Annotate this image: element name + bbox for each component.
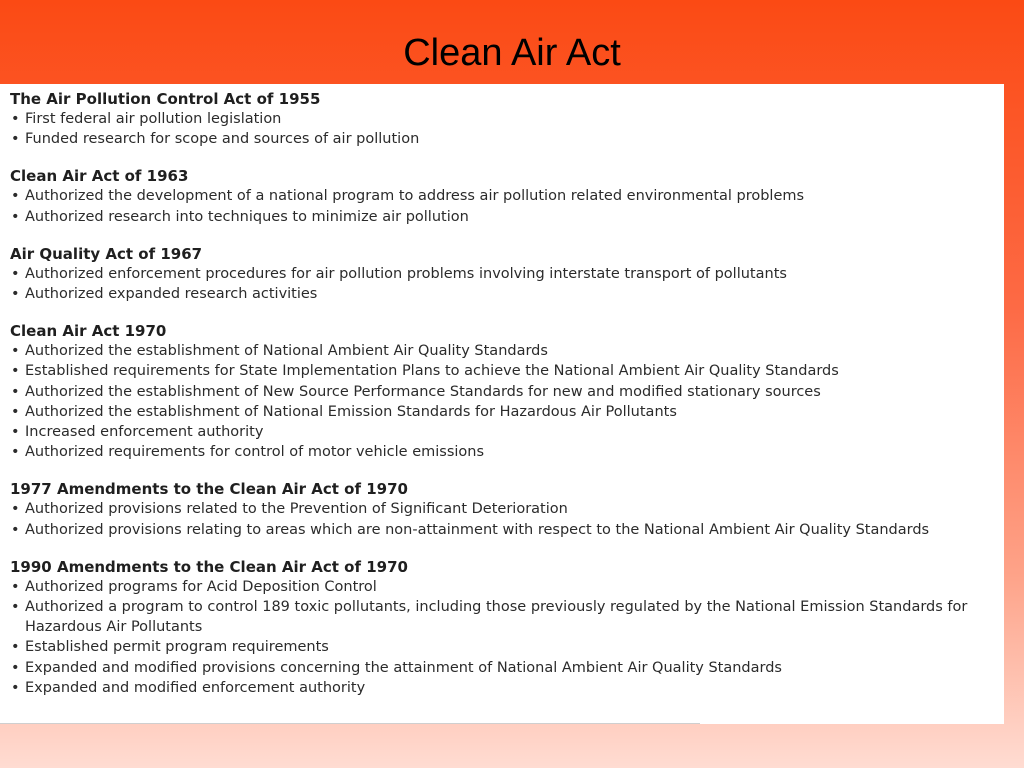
section-amendments-1977 [10,479,1004,539]
bullet-list [10,499,1004,539]
list-item [10,361,1004,381]
list-item [10,577,1004,597]
list-item-text: Authorized requirements for control of motor vehicle emissions [25,444,485,461]
list-item [10,284,1004,304]
bullet-icon: • [11,265,20,282]
list-item-text: Authorized a program to control 189 toxic pollutants, including those previously regulated by the National Emission Standards for Hazardous Air Pollutants [25,599,968,636]
list-item-text: Established permit program requirements [25,639,329,656]
bullet-icon: • [11,111,20,127]
list-item-text: Authorized expanded research activities [25,286,318,303]
bullet-icon: • [11,444,20,461]
bullet-icon: • [11,383,20,400]
section-heading: Clean Air Act 1970 [10,322,167,341]
section-act-1955 [10,89,1004,149]
list-item [10,129,1004,149]
list-item [10,597,1004,637]
list-item-text: Increased enforcement authority [25,424,264,441]
bullet-icon: • [11,208,20,225]
list-item [10,186,1004,206]
list-item [10,402,1004,422]
list-item-text: Authorized the establishment of National Emission Standards for Hazardous Air Pollutants [25,403,677,420]
bullet-icon: • [11,363,20,380]
bullet-icon: • [11,501,20,518]
list-item [10,658,1004,678]
content-panel [0,84,1004,724]
bullet-icon: • [11,521,20,538]
list-item-text: Established requirements for State Implementation Plans to achieve the National Ambient Air Quality Standards [25,363,839,380]
bullet-icon: • [11,599,20,616]
section-amendments-1990 [10,557,1004,698]
list-item-text: Funded research for scope and sources of air pollution [25,131,420,148]
section-heading: Air Quality Act of 1967 [10,244,203,263]
section-heading: Clean Air Act of 1963 [10,167,189,186]
bullet-icon: • [11,343,20,360]
list-item-text: Authorized provisions relating to areas which are non-attainment with respect to the National Ambient Air Quality Standards [25,521,930,538]
list-item-text: First federal air pollution legislation [25,111,282,127]
section-act-1970 [10,321,1004,462]
bullet-icon: • [11,679,20,696]
bullet-icon: • [11,403,20,420]
act-sections [10,89,1004,715]
list-item [10,637,1004,657]
list-item [10,520,1004,540]
bullet-icon: • [11,639,20,656]
section-act-1967 [10,244,1004,304]
bullet-icon: • [11,578,20,595]
divider [0,723,700,724]
list-item-text: Authorized enforcement procedures for air pollution problems involving interstate transport of pollutants [25,265,787,282]
bullet-list [10,186,1004,226]
list-item [10,422,1004,442]
list-item [10,341,1004,361]
bullet-icon: • [11,286,20,303]
list-item-text: Authorized the establishment of National Ambient Air Quality Standards [25,343,548,360]
list-item [10,382,1004,402]
bullet-icon: • [11,659,20,676]
list-item [10,264,1004,284]
section-heading: 1977 Amendments to the Clean Air Act of 1970 [10,480,408,499]
section-heading: 1990 Amendments to the Clean Air Act of 1970 [10,557,408,576]
list-item-text: Expanded and modified enforcement authority [25,679,366,696]
list-item-text: Expanded and modified provisions concerning the attainment of National Ambient Air Quality Standards [25,659,782,676]
list-item-text: Authorized the establishment of New Source Performance Standards for new and modified stationary sources [25,383,821,400]
list-item [10,499,1004,519]
bullet-list [10,264,1004,304]
list-item-text: Authorized research into techniques to minimize air pollution [25,208,469,225]
list-item [10,678,1004,698]
bullet-icon: • [11,424,20,441]
bullet-list [10,109,1004,149]
list-item-text: Authorized the development of a national program to address air pollution related environmental problems [25,188,805,205]
bullet-list [10,341,1004,462]
section-heading: The Air Pollution Control Act of 1955 [10,90,321,108]
list-item [10,109,1004,129]
slide-title: Clean Air Act [403,32,621,74]
section-act-1963 [10,166,1004,226]
list-item-text: Authorized provisions related to the Prevention of Significant Deterioration [25,501,568,518]
list-item [10,442,1004,462]
bullet-icon: • [11,188,20,205]
list-item [10,207,1004,227]
bullet-list [10,577,1004,698]
bullet-icon: • [11,131,20,148]
list-item-text: Authorized programs for Acid Deposition Control [25,578,377,595]
